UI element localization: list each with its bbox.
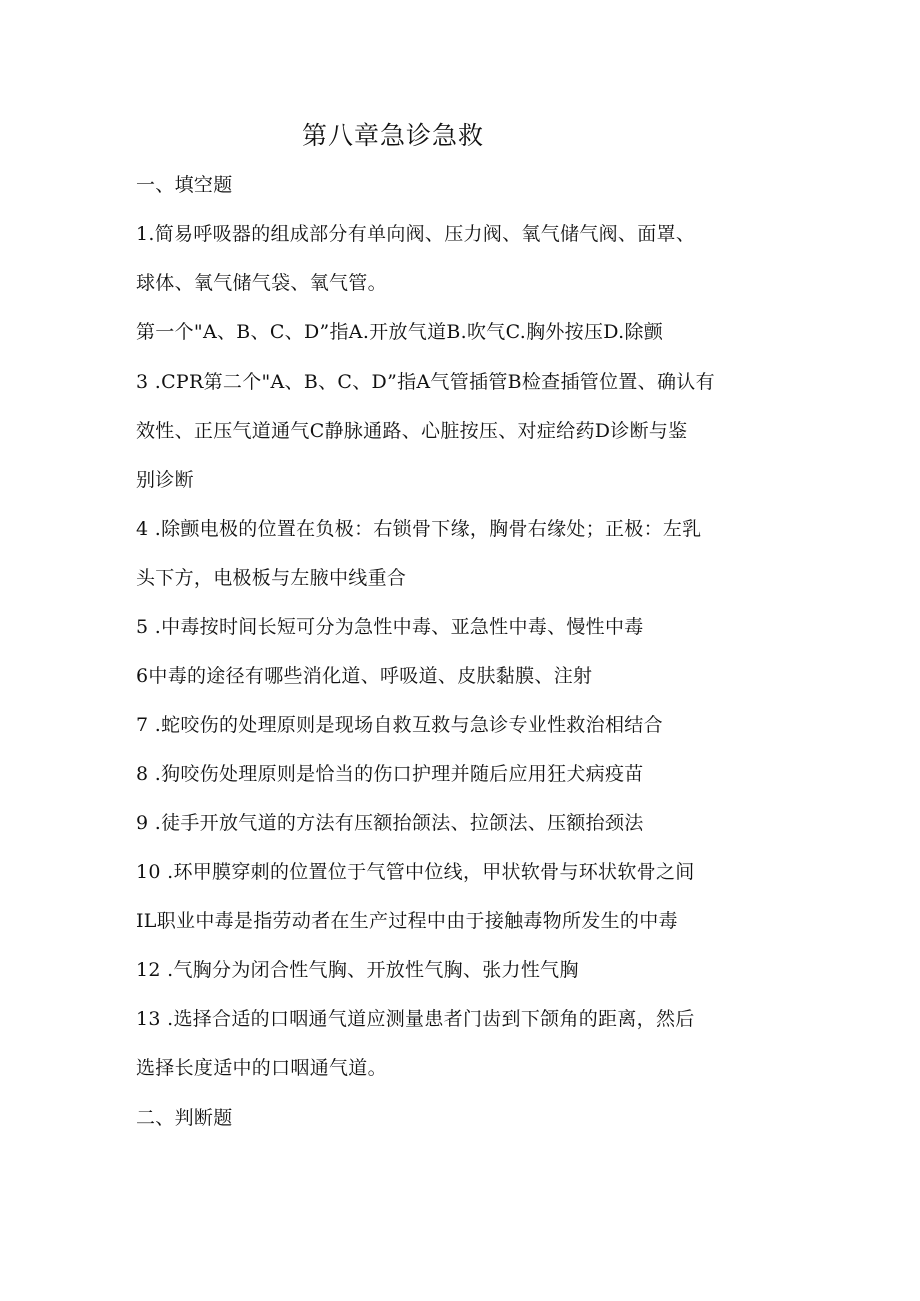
text-line: 球体、氧气储气袋、氧气管。 [136, 272, 387, 294]
text-line: 10 .环甲膜穿刺的位置位于气管中位线，甲状软骨与环状软骨之间 [136, 861, 695, 883]
text-line: 4 .除颤电极的位置在负极：右锁骨下缘，胸骨右缘处；正极：左乳 [136, 518, 702, 540]
text-line: 8 .狗咬伤处理原则是恰当的伤口护理并随后应用狂犬病疫苗 [136, 763, 644, 785]
text-line: 第一个"A、B、C、D”指A.开放气道B.吹气C.胸外按压D.除颤 [136, 321, 664, 343]
text-line: 7 .蛇咬伤的处理原则是现场自救互救与急诊专业性救治相结合 [136, 714, 663, 736]
text-line: 6中毒的途径有哪些消化道、呼吸道、皮肤黏膜、注射 [136, 665, 593, 687]
text-line: 1.简易呼吸器的组成部分有单向阀、压力阀、氧气储气阀、面罩、 [136, 223, 696, 245]
text-line: 5 .中毒按时间长短可分为急性中毒、亚急性中毒、慢性中毒 [136, 616, 644, 638]
text-line: 3 .CPR第二个"A、B、C、D”指A气管插管B检查插管位置、确认有 [136, 371, 715, 393]
chapter-title: 第八章急诊急救 [302, 121, 485, 150]
text-line: 13 .选择合适的口咽通气道应测量患者门齿到下颌角的距离，然后 [136, 1008, 695, 1030]
section-heading-true-false: 二、判断题 [136, 1107, 233, 1129]
text-line: 9 .徒手开放气道的方法有压额抬颌法、拉颌法、压额抬颈法 [136, 812, 644, 834]
text-line: 选择长度适中的口咽通气道。 [136, 1057, 387, 1079]
section-heading-fill-in: 一、填空题 [136, 174, 233, 196]
text-line: 效性、正压气道通气C静脉通路、心脏按压、对症给药D诊断与鉴 [136, 420, 688, 442]
text-line: 头下方，电极板与左腋中线重合 [136, 567, 407, 589]
text-line: 别诊断 [136, 469, 194, 491]
text-line: 12 .气胸分为闭合性气胸、开放性气胸、张力性气胸 [136, 959, 579, 981]
text-line: IL职业中毒是指劳动者在生产过程中由于接触毒物所发生的中毒 [136, 910, 678, 932]
